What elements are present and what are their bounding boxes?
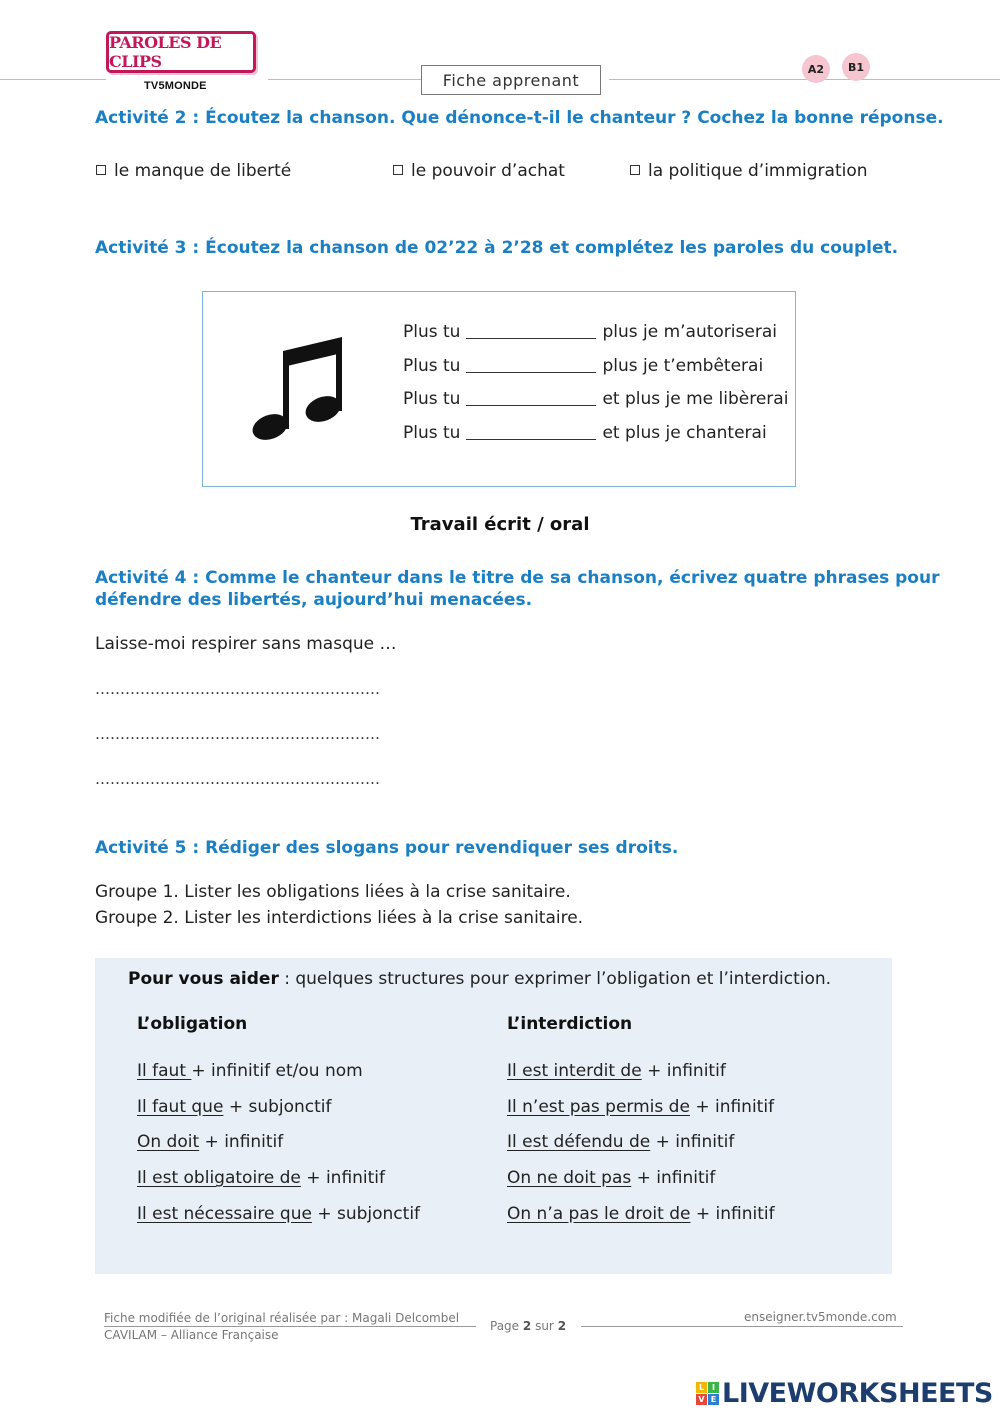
activity4-title-line2: défendre des libertés, aujourd’hui menacées.: [95, 590, 533, 610]
checkbox-icon[interactable]: [96, 165, 106, 175]
liveworksheets-watermark: [696, 1378, 993, 1409]
checkbox-icon[interactable]: [630, 165, 640, 175]
obligation-item: [137, 1097, 332, 1117]
page-indicator: [490, 1319, 566, 1333]
interdiction-item: [507, 1061, 726, 1081]
answer-line-2[interactable]: …………………………………………………: [95, 725, 380, 743]
obligation-heading: L’obligation: [137, 1014, 248, 1034]
fill-blank-1[interactable]: [466, 325, 596, 339]
activity5-group2: Groupe 2. Lister les interdictions liées à la crise sanitaire.: [95, 908, 584, 928]
help-intro-bold: Pour vous aider: [128, 969, 279, 989]
sheet-label: Fiche apprenant: [421, 65, 601, 95]
obligation-item: [137, 1204, 420, 1224]
lyric-start: Plus tu: [403, 389, 461, 409]
lyric-end: et plus je me libèrerai: [602, 389, 789, 409]
activity2-title: Activité 2 : Écoutez la chanson. Que dénonce-t-il le chanteur ? Cochez la bonne réponse.: [95, 108, 944, 128]
fill-blank-3[interactable]: [466, 392, 596, 406]
structure-rest: + subjonctif: [223, 1097, 332, 1117]
interdiction-item: [507, 1097, 774, 1117]
structure-phrase: Il est défendu de: [507, 1132, 651, 1152]
lyric-start: Plus tu: [403, 423, 461, 443]
page-total: 2: [557, 1319, 567, 1333]
logo-title: PAROLES DE CLIPS: [109, 33, 222, 71]
structure-rest: + infinitif: [690, 1204, 775, 1224]
header-rule-left: [0, 79, 106, 80]
structure-phrase: Il est nécessaire que: [137, 1204, 312, 1224]
structure-phrase: Il est interdit de: [507, 1061, 642, 1081]
activity4-example: Laisse-moi respirer sans masque …: [95, 634, 397, 654]
structure-rest: + infinitif: [689, 1097, 775, 1117]
music-note-icon: [250, 335, 350, 441]
logo-tile: L: [696, 1382, 707, 1393]
answer-line-3[interactable]: …………………………………………………: [95, 770, 380, 788]
header-rule-right: [609, 79, 1000, 80]
lyric-end: et plus je chanterai: [602, 423, 767, 443]
activity5-title: Activité 5 : Rédiger des slogans pour revendiquer ses droits.: [95, 838, 679, 858]
page-sep: sur: [535, 1319, 554, 1333]
activity2-option-3[interactable]: [630, 160, 868, 182]
lyric-start: Plus tu: [403, 322, 461, 342]
structure-phrase: Il est obligatoire de: [137, 1168, 301, 1188]
structure-rest: + infinitif: [641, 1061, 726, 1081]
help-intro: [128, 969, 831, 989]
structure-rest: + infinitif: [300, 1168, 386, 1188]
structure-phrase: On n’a pas le droit de: [507, 1204, 691, 1224]
logo-tile: I: [708, 1382, 719, 1393]
fill-blank-2[interactable]: [466, 359, 596, 373]
lyric-end: plus je m’autoriserai: [602, 322, 777, 342]
lyric-start: Plus tu: [403, 356, 461, 376]
lyric-line-2: [403, 356, 763, 376]
help-intro-rest: : quelques structures pour exprimer l’obligation et l’interdiction.: [278, 969, 832, 989]
logo-tile: V: [696, 1394, 707, 1405]
lyric-line-1: [403, 322, 777, 342]
section-title: Travail écrit / oral: [410, 514, 590, 535]
logo-tile: E: [708, 1394, 719, 1405]
tv5monde-logo: TV5MONDE: [144, 80, 207, 92]
structure-phrase: On doit: [137, 1132, 200, 1152]
level-badge-b1: B1: [842, 53, 870, 81]
interdiction-heading: L’interdiction: [507, 1014, 633, 1034]
liveworksheets-text: LIVEWORKSHEETS: [722, 1378, 993, 1409]
footer-org: CAVILAM – Alliance Française: [104, 1328, 279, 1342]
interdiction-item: [507, 1204, 775, 1224]
structure-rest: + infinitif: [631, 1168, 716, 1188]
lyric-line-4: [403, 423, 767, 443]
header-rule-mid: [268, 79, 421, 80]
footer-credit: Fiche modifiée de l’original réalisée par : Magali Delcombel: [104, 1311, 460, 1325]
answer-line-1[interactable]: …………………………………………………: [95, 680, 380, 698]
page-word: Page: [490, 1319, 520, 1333]
interdiction-item: [507, 1132, 734, 1152]
fill-blank-4[interactable]: [466, 426, 596, 440]
structure-phrase: On ne doit pas: [507, 1168, 632, 1188]
structure-phrase: Il n’est pas permis de: [507, 1097, 690, 1117]
footer-site-link[interactable]: enseigner.tv5monde.com: [744, 1310, 897, 1324]
activity5-group1: Groupe 1. Lister les obligations liées à la crise sanitaire.: [95, 882, 571, 902]
structure-rest: + infinitif: [650, 1132, 735, 1152]
structure-rest: + infinitif et/ou nom: [191, 1061, 363, 1081]
activity2-option-2[interactable]: [393, 160, 565, 182]
activity3-title: Activité 3 : Écoutez la chanson de 02’22 à 2’28 et complétez les paroles du couplet.: [95, 238, 899, 258]
footer-rule-right: [581, 1326, 903, 1327]
footer-rule-left: [104, 1326, 476, 1327]
page-current: 2: [522, 1319, 532, 1333]
interdiction-item: [507, 1168, 715, 1188]
structure-rest: + infinitif: [199, 1132, 284, 1152]
lyric-line-3: [403, 389, 788, 409]
option-label: le manque de liberté: [114, 161, 292, 181]
level-badge-a2: A2: [802, 55, 830, 83]
obligation-item: [137, 1132, 283, 1152]
activity4-title-line1: Activité 4 : Comme le chanteur dans le titre de sa chanson, écrivez quatre phrases pour: [95, 568, 940, 588]
obligation-item: [137, 1061, 363, 1081]
option-label: la politique d’immigration: [648, 161, 868, 181]
obligation-item: [137, 1168, 385, 1188]
structure-phrase: Il faut que: [137, 1097, 224, 1117]
paroles-de-clips-logo: [106, 31, 256, 73]
structure-phrase: Il faut: [137, 1061, 192, 1081]
lyric-end: plus je t’embêterai: [602, 356, 764, 376]
liveworksheets-logo-icon: [696, 1382, 719, 1405]
activity2-option-1[interactable]: [96, 160, 291, 182]
checkbox-icon[interactable]: [393, 165, 403, 175]
option-label: le pouvoir d’achat: [411, 161, 565, 181]
structure-rest: + subjonctif: [311, 1204, 421, 1224]
